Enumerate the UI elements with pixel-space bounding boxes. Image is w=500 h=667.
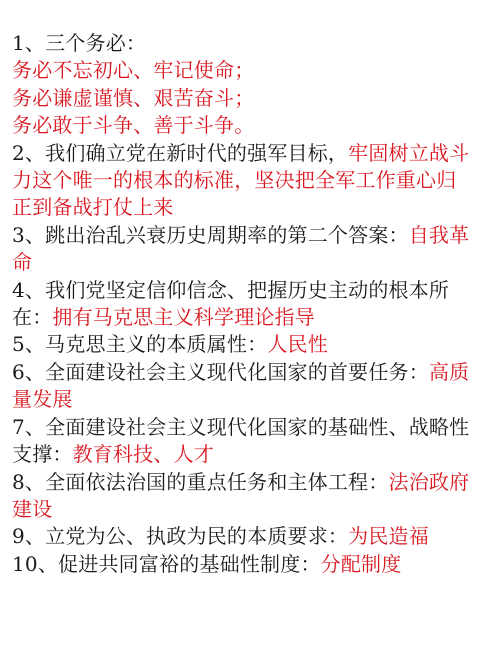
highlighted-answer-text: 量发展 [12,387,73,412]
question-text: 3、跳出治乱兴衰历史周期率的第二个答案： [12,222,409,247]
note-item-5-line-2 [12,167,490,194]
highlighted-answer-text: 务必谦虚谨慎、艰苦奋斗； [12,85,255,110]
highlighted-answer-text: 力这个唯一的根本的标准，坚决把全军工作重心归 [12,168,457,193]
question-text: 8、全面依法治国的重点任务和主体工程： [12,469,389,494]
note-item-9-line-1 [12,359,490,386]
note-item-3-line-1 [12,85,490,112]
note-item-4-line-1 [12,112,490,139]
question-text: 2、我们确立党在新时代的强军目标， [12,140,349,165]
note-item-8-line-1 [12,331,490,358]
highlighted-answer-text: 务必不忘初心、牢记使命； [12,58,255,83]
note-item-5-line-3 [12,194,490,221]
question-text: 支撑： [12,442,73,467]
highlighted-answer-text: 人民性 [267,332,328,357]
note-item-10-line-2 [12,441,490,468]
question-text: 4、我们党坚定信仰信念、把握历史主动的根本所 [12,277,450,302]
highlighted-answer-text: 教育科技、人才 [72,442,215,467]
highlighted-answer-text: 法治政府 [388,469,470,494]
note-item-13-line-1 [12,551,490,578]
note-item-6-line-2 [12,249,490,276]
note-item-11-line-2 [12,496,490,523]
note-item-10-line-1 [12,414,490,441]
highlighted-answer-text: 务必敢于斗争、善于斗争。 [12,113,255,138]
question-text: 5、马克思主义的本质属性： [12,332,268,357]
question-text: 10、促进共同富裕的基础性制度： [12,551,321,576]
highlighted-answer-text: 拥有马克思主义科学理论指导 [52,305,316,330]
highlighted-answer-text: 高质 [428,359,470,384]
note-item-7-line-2 [12,304,490,331]
highlighted-answer-text: 为民造福 [348,524,429,549]
note-item-6-line-1 [12,222,490,249]
question-text: 7、全面建设社会主义现代化国家的基础性、战略性 [12,414,470,439]
highlighted-answer-text: 建设 [12,496,53,521]
highlighted-answer-text: 分配制度 [320,551,402,576]
question-text: 6、全面建设社会主义现代化国家的首要任务： [12,359,429,384]
highlighted-answer-text: 命 [12,250,33,275]
note-item-2-line-1 [12,57,490,84]
note-item-1-line-1 [12,30,490,57]
note-item-5-line-1 [12,140,490,167]
question-text: 在： [12,305,53,330]
question-text: 1、三个务必： [12,31,147,55]
highlighted-answer-text: 正到备战打仗上来 [12,195,174,220]
note-item-11-line-1 [12,469,490,496]
note-item-7-line-1 [12,277,490,304]
note-item-12-line-1 [12,523,490,550]
note-item-9-line-2 [12,386,490,413]
highlighted-answer-text: 自我革 [408,222,470,247]
highlighted-answer-text: 牢固树立战斗 [348,140,470,165]
question-text: 9、立党为公、执政为民的本质要求： [12,524,349,549]
